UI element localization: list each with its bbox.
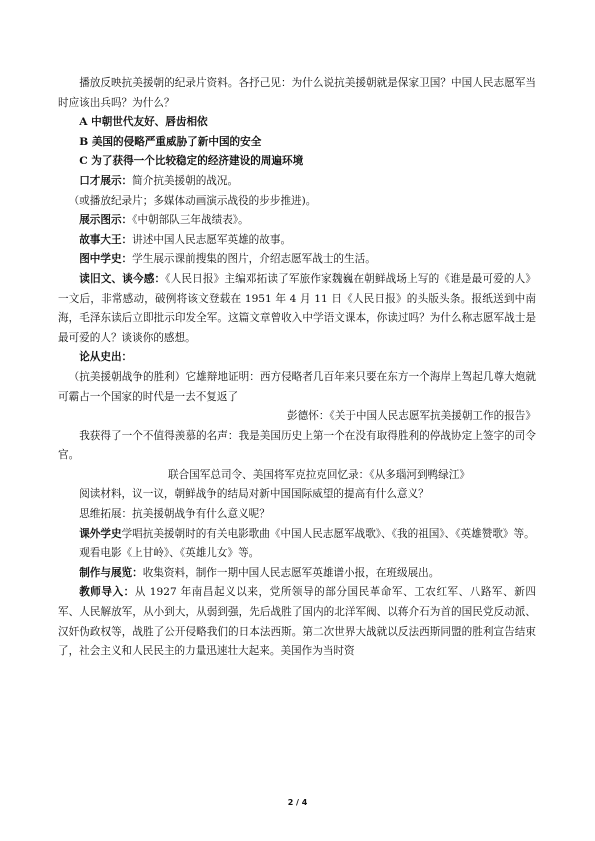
paragraph-storyteller (58, 231, 536, 251)
paragraph-text: 收集资料，制作一期中国人民志愿军英雄谱小报，在班级展出。 (142, 566, 440, 579)
option-text: C 为了获得一个比较稳定的经济建设的周遍环境 (79, 155, 304, 168)
section-lead: 制作与展览： (79, 566, 143, 579)
paragraph-text: 简介抗美援朝的战况。 (132, 174, 239, 187)
option-b (58, 133, 536, 153)
section-lead: 口才展示： (79, 174, 133, 187)
option-text: B 美国的侵略严重威胁了新中国的安全 (79, 135, 262, 148)
paragraph-documentary (58, 192, 536, 212)
paragraph-movies (58, 544, 536, 564)
paragraph-text: 学生展示课前搜集的图片，介绍志愿军战士的生活。 (132, 253, 376, 266)
paragraph-text: 学唱抗美援朝时的有关电影歌曲《中国人民志愿军战歌》、《我的祖国》、《英雄赞歌》等。 (121, 527, 535, 540)
attribution-text: 彭德怀：《关于中国人民志愿军抗美援朝工作的报告》 (287, 410, 536, 423)
quote-text: （抗美援朝战争的胜利）它雄辩地证明：西方侵略者几百年来只要在东方一个海岸上驾起几尊大炮就可霸占一个国家的时代是一去不复返了 (58, 370, 536, 403)
paragraph-text: 阅读材料，议一议，朝鲜战争的结局对新中国国际威望的提高有什么意义？ (79, 488, 429, 501)
quote-text: 我获得了一个不值得羡慕的名声：我是美国历史上第一个在没有取得胜利的停战协定上签字的司令官。 (58, 429, 536, 462)
section-lead: 图中学史： (79, 253, 133, 266)
paragraph-history-argument (58, 348, 536, 368)
option-text: A 中朝世代友好、唇齿相依 (79, 116, 208, 129)
paragraph-eloquence (58, 172, 536, 192)
paragraph-text: 播放反映抗美援朝的纪录片资料。各抒己见：为什么说抗美援朝就是保家卫国？中国人民志愿军当时应该出兵吗？为什么？ (58, 77, 536, 109)
paragraph-text: （或播放纪录片；多媒体动画演示战役的步步推进)。 (68, 194, 317, 207)
section-lead: 读旧文、谈今感： (79, 272, 166, 285)
quote-clark (58, 427, 536, 466)
section-lead: 展示图示： (79, 214, 133, 227)
paragraph-chart-display (58, 211, 536, 231)
paragraph-extracurricular (58, 525, 536, 545)
paragraph-intro (58, 74, 536, 113)
quote-attribution-clark (58, 466, 536, 486)
paragraph-discussion (58, 485, 536, 505)
section-lead: 故事大王： (79, 233, 133, 246)
option-c (58, 152, 536, 172)
section-lead: 教师导入： (79, 586, 135, 599)
paragraph-text: 《中朝部队三年战绩表》。 (132, 214, 249, 227)
paragraph-exhibition (58, 564, 536, 584)
paragraph-text: 讲述中国人民志愿军英雄的故事。 (132, 233, 292, 246)
paragraph-text: 观看电影《上甘岭》、《英雄儿女》等。 (79, 547, 260, 560)
page-number: 2 / 4 (287, 798, 308, 807)
page-body (58, 74, 536, 662)
section-lead: 课外学史 (79, 527, 122, 540)
option-a (58, 113, 536, 133)
section-lead: 论从史出： (79, 351, 133, 364)
paragraph-thinking (58, 505, 536, 525)
paragraph-text: 《人民日报》主编邓拓读了军旅作家魏巍在朝鲜战场上写的《谁是最可爱的人》一文后，非常感动，破例将该文登载在 1951 年 4 月 11 日《人民日报》的头版头条。报纸送到中南海，毛泽东读后立即批示印发全军。这篇文章曾收入中学语文课本，你读过吗？为什么称志愿军战士是最可爱的人？谈谈你的感想。 (58, 272, 537, 344)
paragraph-pictures (58, 250, 536, 270)
paragraph-read-old-text (58, 270, 536, 348)
quote-attribution-peng (58, 407, 536, 427)
paragraph-text: 思维拓展：抗美援朝战争有什么意义呢？ (79, 508, 270, 521)
paragraph-teacher-intro (58, 583, 536, 661)
attribution-text: 联合国军总司令、美国将军克拉克回忆录：《从多瑙河到鸭绿江》 (168, 468, 470, 481)
paragraph-text: 从 1927 年南昌起义以来，党所领导的部分国民革命军、工农红军、八路军、新四军、人民解放军，从小到大，从弱到强，先后战胜了国内的北洋军阀、以蒋介石为首的国民党反动派、汉奸伪政权等，战胜了公开侵略我们的日本法西斯。第二次世界大战就以反法西斯同盟的胜利宣告结束了，社会主义和人民民主的力量迅速壮大起来。美国作为当时资 (58, 586, 536, 658)
quote-peng (58, 368, 536, 407)
